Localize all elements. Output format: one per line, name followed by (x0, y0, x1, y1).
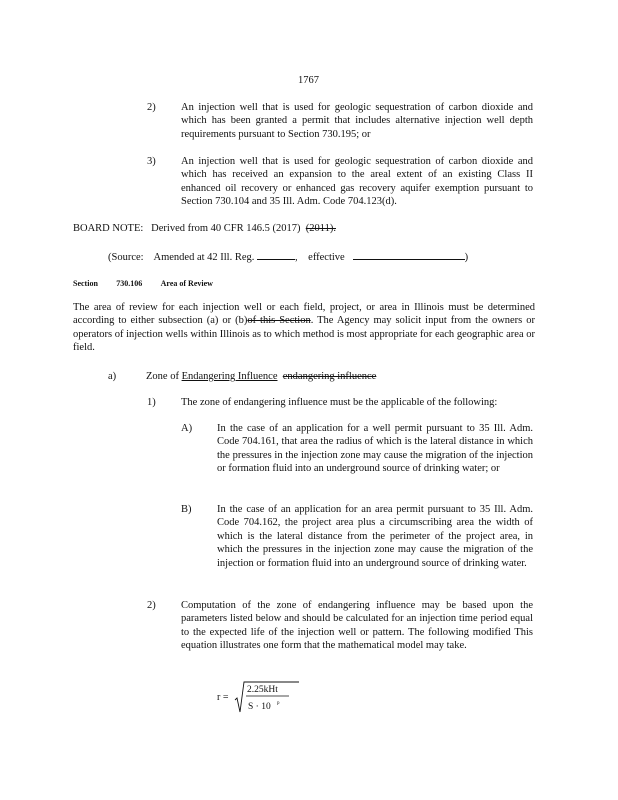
section-title: Area of Review (160, 279, 213, 288)
subsection-label: Zone of (146, 371, 179, 382)
section-label: Section (73, 279, 98, 288)
section-heading (73, 277, 213, 291)
board-note-struck-text: (2011). (305, 223, 336, 234)
formula-graphic (215, 678, 305, 718)
item-text: The zone of endangering influence must be the applicable of the following: (181, 397, 498, 408)
subitem-number: A) (181, 423, 193, 434)
item-number: 1) (147, 397, 156, 408)
list-item-number: 3) (147, 156, 156, 167)
list-item-text: An injection well that is used for geologic sequestration of carbon dioxide and which has been granted a permit that includes alternative injection well depth requirements pursuant to Section 730.195; or (181, 102, 533, 140)
intro-part1: The area of review for each injection well or each field, project, or area in Illinois must be determined according to either subsection (a) or (b) (73, 302, 535, 327)
subsection-heading (146, 370, 376, 384)
item-text: Computation of the zone of endangering influence may be based upon the parameters listed below and should be calculated for an injection time period equal to the expected life of the injection well or pattern. The following modified This equation illustrates one form that the mathematical model may take. (181, 600, 533, 652)
board-note-text: Derived from 40 CFR 146.5 (2017) (151, 223, 301, 234)
formula-lhs: r = (217, 692, 229, 703)
source-blank-line (257, 249, 295, 260)
list-item-number: 2) (147, 102, 156, 113)
formula-exponent: p (277, 701, 280, 706)
subsection-struck-text: endangering influence (282, 371, 377, 382)
subitem-number: B) (181, 504, 192, 515)
source-line (108, 249, 468, 265)
section-number: 730.106 (116, 279, 143, 288)
subsection-number: a) (108, 371, 117, 382)
intro-paragraph (73, 301, 535, 355)
subsection-underlined-text: Endangering Influence (181, 371, 278, 382)
source-text: Amended at 42 Ill. Reg. (153, 252, 255, 263)
source-prefix: (Source: (108, 252, 144, 263)
page-number: 1767 (298, 75, 319, 86)
subitem-text: In the case of an application for an area permit pursuant to 35 Ill. Adm. Code 704.162, the project area plus a circumscribing area the width of which is the lateral distance from the perimeter of the project area, in which the pressures in the injection zone may cause the migration of the injection or formation fluid into an underground source of drinking water. (217, 504, 533, 569)
item-number: 2) (147, 600, 156, 611)
effective-blank-line (353, 249, 465, 260)
source-effective: effective (308, 252, 345, 263)
formula-denominator: S · 10 (248, 702, 271, 712)
source-comma: , (295, 252, 298, 263)
radius-formula (215, 678, 305, 718)
formula-numerator: 2.25kHt (247, 685, 278, 695)
list-item-text: An injection well that is used for geologic sequestration of carbon dioxide and which has received an expansion to the areal extent of an existing Class II enhanced oil recovery or enhanced gas recovery aquifer exemption pursuant to Section 730.104 and 35 Ill. Adm. Code 704.123(d). (181, 156, 533, 208)
source-close: ) (464, 252, 469, 263)
board-note-prefix: BOARD NOTE: (73, 223, 144, 234)
subitem-text: In the case of an application for a well permit pursuant to 35 Ill. Adm. Code 704.161, that area the radius of which is the lateral distance in which the pressures in the injection zone may cause the migration of the injection or formation fluid into an underground source of drinking water; or (217, 423, 533, 475)
intro-struck-text: of this Section (247, 315, 311, 327)
board-note (73, 222, 336, 236)
intro-part2: . The Agency may solicit input from the owners or operators of injection wells within Illinois as to which method is most appropriate for each geographic area or field. (73, 315, 535, 354)
